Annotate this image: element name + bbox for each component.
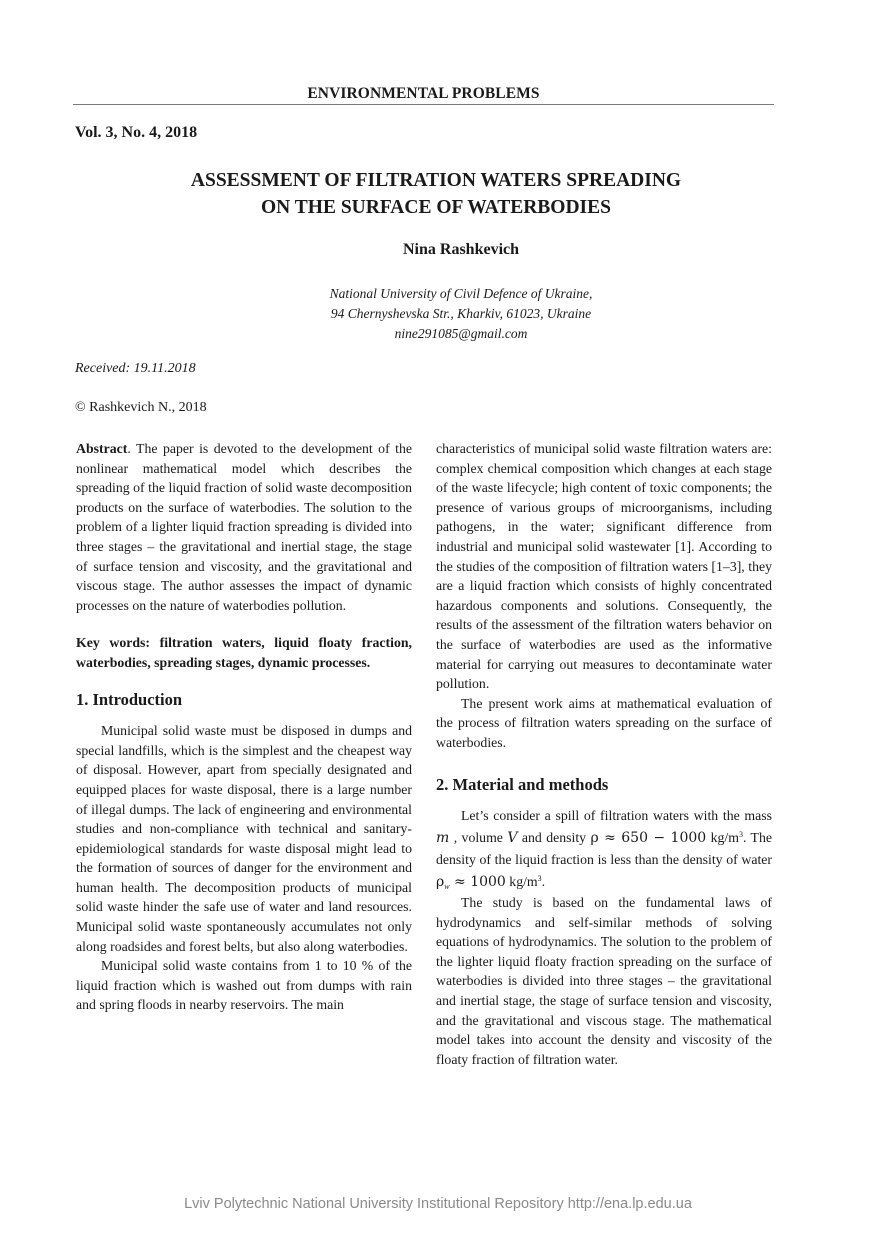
- math-water-density-value: ≈ 1000: [449, 874, 506, 891]
- author-name: Nina Rashkevich: [402, 241, 520, 258]
- unit-text: kg/m: [505, 874, 538, 890]
- title-line-2: ON THE SURFACE OF WATERBODIES: [261, 197, 611, 218]
- article-title: [73, 167, 799, 221]
- affiliation-institution: National University of Civil Defence of Ukraine,: [329, 286, 593, 301]
- methods-paragraph-2: The study is based on the fundamental laws of hydrodynamics and self-similar methods of solving equations of hydrodynamics. The solution to the problem of the lighter liquid floaty fraction spreading on the surface of waterbodies is divided into three stages – the gravitational and inertial stage, the stage of surface tension and viscosity, and the gravitational and viscous stage. The mathematical model takes into account the density and viscosity of the floaty fraction of filtration water.: [436, 895, 772, 1067]
- right-column: [436, 439, 772, 1069]
- methods-text: and density: [517, 830, 591, 846]
- keywords: [76, 633, 412, 672]
- methods-text: , volume: [449, 830, 508, 846]
- journal-header: ENVIRONMENTAL PROBLEMS: [307, 85, 540, 102]
- unit-exponent: 3: [537, 874, 542, 884]
- intro-paragraph-2: Municipal solid waste contains from 1 to 10 % of the liquid fraction which is washed out from dumps with rain and spring floods in nearby reservoirs. The main: [76, 958, 412, 1013]
- volume-issue: Vol. 3, No. 4, 2018: [75, 124, 198, 141]
- math-mass-symbol: m: [436, 830, 450, 847]
- intro-paragraph-2-continued: characteristics of municipal solid waste filtration waters are: complex chemical composition which changes at each stage of the waste lifecycle; high content of toxic components; the presence of various groups of microorganisms, including pathogens, in the water; significant difference from industrial and municipal solid wastewater [1]. According to the studies of the composition of filtration waters [1–3], they are a liquid fraction which consists of highly concentrated hazardous components and solutions. Consequently, the results of the assessment of the filtration waters behavior on the surface of waterbodies are used as the informative material for carrying out measures to decontaminate water pollution.: [436, 441, 772, 692]
- math-volume-symbol: V: [507, 830, 518, 847]
- unit-text: kg/m: [706, 830, 739, 846]
- intro-paragraph-1: Municipal solid waste must be disposed in dumps and special landfills, which is the simplest and the cheapest way of disposal. However, apart from specially designated and equipped places for waste disposal, there is a large number of illegal dumps. The lack of engineering and environmental studies and non-compliance with technical and sanitary-epidemiological standards for waste disposal might lead to the formation of sources of danger for the environment and human health. The decomposition products of municipal solid waste hinder the safe use of water and land resources. Municipal solid waste spontaneously accumulates not only along roadsides and forest belts, but also along waterbodies.: [76, 723, 412, 954]
- unit-exponent: 3: [738, 830, 743, 840]
- left-column: [76, 439, 412, 1015]
- math-water-density-symbol: ρ: [436, 874, 445, 891]
- methods-text: Let’s consider a spill of filtration waters with the mass: [461, 808, 772, 824]
- section-heading-introduction: 1. Introduction: [76, 689, 183, 709]
- abstract-text: . The paper is devoted to the development of the nonlinear mathematical model which describes the spreading of the liquid fraction of solid waste decomposition products on the surface of waterbodies. The solution to the problem of a lighter liquid fraction spreading is divided into three stages – the gravitational and inertial stage, the stage of surface tension and viscosity, and the gravitational and viscous stage. The author assesses the impact of dynamic processes on the nature of waterbodies pollution.: [76, 441, 412, 613]
- header-divider: [73, 104, 774, 105]
- author-affiliation: [73, 284, 849, 344]
- abstract: [76, 439, 412, 615]
- methods-text: . The density of the liquid fraction is less than the density of water: [436, 830, 773, 868]
- intro-paragraph-3: The present work aims at mathematical evaluation of the process of filtration waters spreading on the surface of waterbodies.: [436, 695, 772, 750]
- author-email[interactable]: nine291085@gmail.com: [394, 326, 528, 341]
- repository-footer: Lviv Polytechnic National University Institutional Repository http://ena.lp.edu.ua: [184, 1196, 692, 1212]
- math-subscript-w: w: [444, 882, 450, 892]
- affiliation-address: 94 Chernyshevska Str., Kharkiv, 61023, Ukraine: [330, 306, 592, 321]
- keywords-list: filtration waters, liquid floaty fraction, waterbodies, spreading stages, dynamic processes.: [76, 635, 412, 670]
- abstract-label: Abstract: [76, 441, 128, 456]
- math-density-range: ρ ≈ 650 − 1000: [590, 830, 707, 847]
- section-heading-methods: 2. Material and methods: [436, 774, 609, 794]
- keywords-label: Key words:: [76, 635, 151, 651]
- received-date: Received: 19.11.2018: [75, 361, 196, 376]
- title-line-1: ASSESSMENT OF FILTRATION WATERS SPREADING: [190, 170, 682, 191]
- methods-text: .: [541, 874, 546, 890]
- methods-paragraph-1: [436, 805, 772, 893]
- copyright-notice: © Rashkevich N., 2018: [75, 400, 207, 415]
